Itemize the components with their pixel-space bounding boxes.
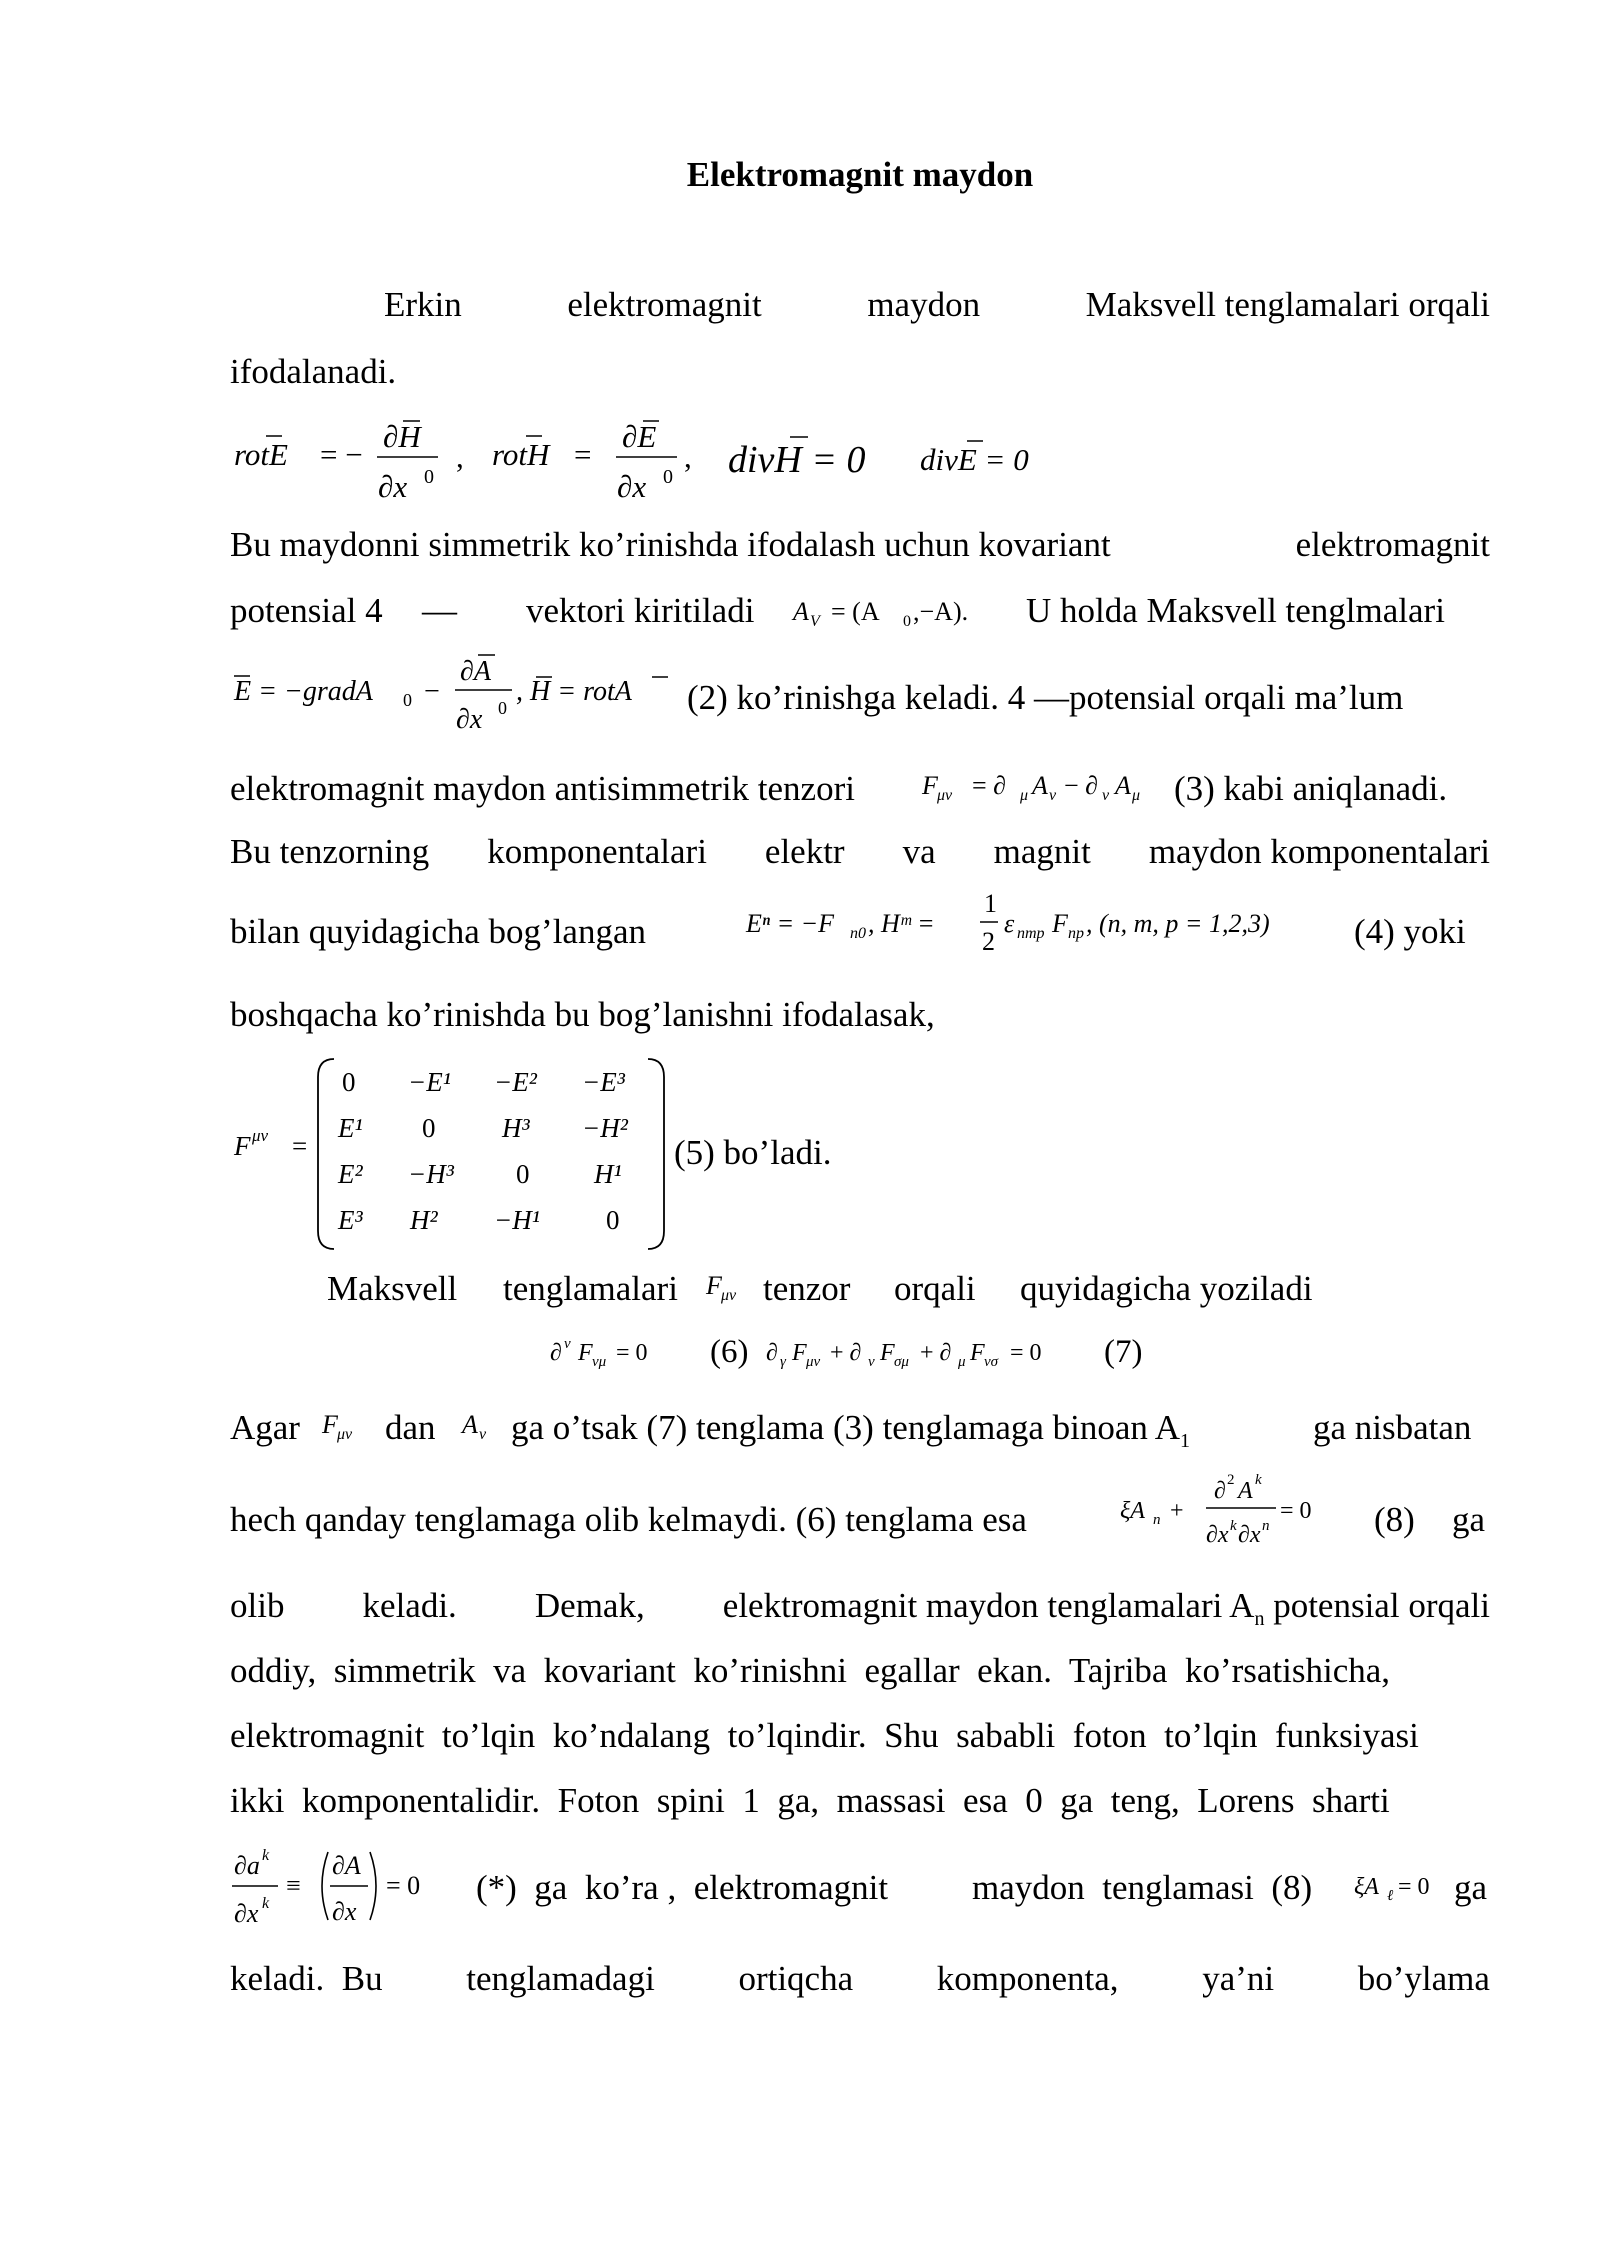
text: oddiy, simmetrik va kovariant ko’rinishni egallar ekan. Tajriba ko’rsatishicha, — [230, 1651, 1391, 1690]
svg-text:−: − — [424, 676, 440, 707]
svg-text:∂A: ∂A — [332, 1851, 361, 1880]
svg-text:μν: μν — [937, 787, 953, 804]
paragraph-5a: bilan quyidagicha bog’langan — [230, 912, 646, 951]
word: elektr — [764, 832, 845, 871]
text: ga o’tsak (7) tenglama (3) tenglamaga binoan A — [511, 1408, 1180, 1447]
maxwell-tensor-equations — [550, 1328, 1170, 1378]
svg-text:(7): (7) — [1104, 1334, 1143, 1370]
text: ikki komponentalidir. Foton spini 1 ga, massasi esa 0 ga teng, Lorens sharti — [230, 1781, 1390, 1820]
svg-text:k: k — [1255, 1472, 1262, 1488]
svg-text:μν: μν — [337, 1426, 353, 1443]
svg-text:nmp: nmp — [1017, 925, 1045, 942]
potential-symbol — [462, 1407, 502, 1447]
word: magnit — [993, 832, 1091, 871]
svg-text:−H¹: −H¹ — [494, 1205, 540, 1235]
word: orqali — [894, 1269, 976, 1308]
paragraph-2-line-2c: vektori kiritiladi — [526, 591, 755, 630]
word: maydon komponentalari — [1148, 832, 1490, 871]
matrix-row-2 — [337, 1113, 629, 1143]
potential-field-relation — [230, 650, 730, 750]
svg-text:−H³: −H³ — [408, 1159, 454, 1189]
svg-text:ν: ν — [479, 1426, 487, 1443]
four-potential-formula — [793, 590, 1033, 640]
svg-text:μ: μ — [958, 1354, 966, 1370]
word: va — [902, 832, 936, 871]
paragraph-10-line-4 — [230, 1781, 1490, 1821]
svg-text:ℓ: ℓ — [1387, 1888, 1394, 1904]
word: keladi. Bu — [230, 1959, 383, 1998]
svg-text:ξA: ξA — [1354, 1874, 1379, 1900]
paragraph-11a: (*) ga ko’ra , elektromagnit — [476, 1868, 889, 1907]
tensor-symbol — [706, 1268, 766, 1308]
svg-text:=: = — [292, 1131, 308, 1161]
svg-text:∂: ∂ — [766, 1340, 778, 1366]
svg-text:∂x: ∂x — [1238, 1522, 1261, 1548]
matrix-row-3 — [337, 1159, 622, 1189]
svg-text:np: np — [1068, 925, 1084, 942]
svg-text:E³: E³ — [338, 1205, 363, 1235]
svg-text:=: = — [574, 437, 592, 472]
svg-text:H³: H³ — [502, 1113, 530, 1143]
svg-text:1: 1 — [984, 889, 997, 918]
svg-text:−H²: −H² — [582, 1113, 628, 1143]
paragraph-3b: (3) kabi aniqlanadi. — [1174, 769, 1448, 808]
word: Demak, — [534, 1586, 645, 1625]
svg-text:rotH: rotH — [492, 437, 550, 472]
text: elektromagnit maydon tenglamalari A — [722, 1586, 1255, 1625]
svg-text:, (n, m, p = 1,2,3): , (n, m, p = 1,2,3) — [1086, 909, 1270, 938]
svg-text:n: n — [1262, 1518, 1270, 1534]
svg-text:F: F — [792, 1340, 807, 1366]
svg-text:divE = 0: divE = 0 — [920, 442, 1029, 477]
svg-text:∂x: ∂x — [456, 704, 483, 735]
svg-text:−E³: −E³ — [582, 1067, 625, 1097]
page-title: Elektromagnit maydon — [686, 155, 1034, 194]
word: Maksvell tenglamalari orqali — [1085, 285, 1490, 324]
svg-text:ν: ν — [868, 1354, 875, 1370]
maxwell-equations — [230, 415, 1130, 515]
word: ga nisbatan — [1313, 1408, 1472, 1447]
text: elektromagnit to’lqin ko’ndalang to’lqindir. Shu sababli foton to’lqin funksiyasi — [230, 1716, 1419, 1755]
lorenz-condition — [230, 1838, 460, 1938]
svg-text:+ ∂: + ∂ — [830, 1340, 862, 1366]
svg-text:∂a: ∂a — [234, 1851, 260, 1880]
svg-text:= 0: = 0 — [616, 1340, 648, 1366]
svg-text:μν: μν — [721, 1287, 737, 1304]
word: ga — [1454, 1868, 1488, 1907]
svg-text:0: 0 — [606, 1205, 620, 1235]
equation-2-text: (2) ko’rinishga keladi. 4 —potensial orqali ma’lum — [687, 678, 1404, 717]
paragraph-10-line-1 — [230, 1586, 1490, 1639]
svg-text:E²: E² — [338, 1159, 363, 1189]
svg-text:= −: = − — [320, 437, 363, 472]
svg-text:n0: n0 — [850, 925, 866, 942]
reduced-equation — [1354, 1866, 1454, 1906]
svg-text:F: F — [322, 1410, 338, 1439]
svg-text:∂x: ∂x — [234, 1899, 259, 1928]
paragraph-8-text — [511, 1408, 1190, 1461]
svg-text:, H = rotA: , H = rotA — [516, 676, 632, 707]
svg-text:μν: μν — [252, 1126, 269, 1145]
word: komponentalari — [487, 832, 707, 871]
svg-text:2: 2 — [982, 927, 995, 956]
svg-text:= ∂: = ∂ — [972, 771, 1007, 800]
svg-text:Eⁿ = −F: Eⁿ = −F — [746, 909, 835, 938]
field-components-formula — [746, 888, 1346, 968]
svg-text:H¹: H¹ — [594, 1159, 622, 1189]
word: dan — [385, 1408, 436, 1447]
svg-text:μν: μν — [806, 1354, 821, 1370]
paragraph-2-line-2d: U holda Maksvell tenglmalari — [1026, 591, 1445, 630]
word: tenglamadagi — [466, 1959, 655, 1998]
svg-text:∂H: ∂H — [383, 419, 421, 454]
svg-text:0: 0 — [403, 690, 412, 710]
svg-text:,: , — [456, 439, 464, 474]
text: elektromagnit — [1295, 525, 1490, 564]
word: Bu tenzorning — [230, 832, 430, 871]
svg-text:≡: ≡ — [286, 1871, 301, 1900]
svg-text:−E²: −E² — [494, 1067, 537, 1097]
text: potensial orqali — [1273, 1586, 1490, 1625]
matrix-row-4 — [337, 1205, 620, 1235]
word: tenzor — [763, 1269, 851, 1308]
word: keladi. — [362, 1586, 457, 1625]
svg-text:∂x: ∂x — [617, 469, 647, 504]
svg-text:V: V — [810, 613, 820, 630]
svg-text:= 0: = 0 — [386, 1871, 421, 1900]
svg-text:+: + — [1170, 1498, 1184, 1524]
matrix-row-1 — [342, 1067, 626, 1097]
svg-text:∂E: ∂E — [622, 419, 657, 454]
word: tenglamalari — [503, 1269, 678, 1308]
word: bo’ylama — [1357, 1959, 1490, 1998]
svg-text:σμ: σμ — [894, 1354, 909, 1370]
subscript: 1 — [1180, 1430, 1190, 1452]
svg-text:= (A: = (A — [831, 597, 880, 626]
paragraph-12 — [230, 1959, 1490, 1999]
svg-text:0: 0 — [422, 1113, 436, 1143]
word: ortiqcha — [738, 1959, 854, 1998]
paragraph-10-line-2 — [230, 1651, 1490, 1691]
paragraph-1-line-2: ifodalanadi. — [230, 352, 397, 391]
paragraph-10-line-3 — [230, 1716, 1490, 1756]
svg-text:ν: ν — [1049, 787, 1057, 804]
paragraph-6: boshqacha ko’rinishda bu bog’lanishni ifodalasak, — [230, 995, 935, 1034]
svg-text:∂A: ∂A — [460, 656, 491, 687]
matrix-after-text: (5) bo’ladi. — [674, 1133, 832, 1172]
svg-text:F: F — [706, 1271, 722, 1300]
svg-text:0: 0 — [424, 466, 434, 488]
em-dash: — — [422, 591, 457, 630]
wave-equation — [1120, 1468, 1312, 1558]
svg-text:∂x: ∂x — [332, 1897, 357, 1926]
svg-text:F: F — [922, 771, 938, 800]
svg-text:n: n — [1153, 1512, 1161, 1528]
svg-text:k: k — [262, 1895, 270, 1912]
paragraph-2-line-1 — [230, 525, 1490, 565]
text: Bu maydonni simmetrik ko’rinishda ifodalash uchun kovariant — [230, 525, 1111, 564]
svg-text:∂: ∂ — [1214, 1478, 1226, 1504]
svg-text:H²: H² — [410, 1205, 438, 1235]
svg-text:A: A — [1238, 1478, 1253, 1504]
svg-text:∂: ∂ — [550, 1340, 562, 1366]
word: Agar — [230, 1408, 300, 1447]
tensor-symbol — [322, 1407, 382, 1447]
svg-text:−E¹: −E¹ — [408, 1067, 451, 1097]
paragraph-1-line-1 — [384, 285, 1490, 325]
word: olib — [230, 1586, 285, 1625]
svg-text:F: F — [578, 1340, 593, 1366]
svg-text:μ: μ — [1020, 787, 1029, 804]
paragraph-5b: (4) yoki — [1354, 912, 1466, 951]
svg-text:(6): (6) — [710, 1334, 749, 1370]
paragraph-2-line-2a: potensial 4 — [230, 591, 383, 630]
svg-text:, Hᵐ =: , Hᵐ = — [868, 909, 935, 938]
svg-text:νμ: νμ — [592, 1354, 607, 1370]
svg-text:0: 0 — [516, 1159, 530, 1189]
svg-text:k: k — [1230, 1518, 1237, 1534]
svg-text:A: A — [793, 597, 809, 626]
word: ya’ni — [1202, 1959, 1275, 1998]
svg-text:∂x: ∂x — [378, 469, 408, 504]
svg-text:E¹: E¹ — [338, 1113, 363, 1143]
svg-text:2: 2 — [1227, 1472, 1235, 1488]
svg-text:ν: ν — [1102, 787, 1110, 804]
svg-text:0: 0 — [663, 466, 673, 488]
paragraph-3a: elektromagnit maydon antisimmetrik tenzori — [230, 769, 855, 808]
paragraph-4 — [230, 832, 1490, 872]
svg-text:ξA: ξA — [1120, 1498, 1145, 1524]
svg-text:− ∂: − ∂ — [1064, 771, 1099, 800]
svg-text:γ: γ — [780, 1354, 786, 1370]
word: Maksvell — [327, 1269, 458, 1308]
word: Erkin — [384, 285, 462, 324]
svg-text:F: F — [234, 1131, 251, 1161]
paragraph-9-text: hech qanday tenglamaga olib kelmaydi. (6) tenglama esa — [230, 1500, 1027, 1539]
svg-text:= 0: = 0 — [1398, 1874, 1430, 1900]
svg-text:E = −gradA: E = −gradA — [234, 676, 373, 707]
svg-text:A: A — [1115, 771, 1131, 800]
svg-text:A: A — [1032, 771, 1048, 800]
svg-text:ν: ν — [564, 1336, 571, 1352]
svg-text:+ ∂: + ∂ — [920, 1340, 952, 1366]
word: elektromagnit — [567, 285, 762, 324]
svg-text:ε: ε — [1004, 909, 1015, 938]
svg-text:F: F — [1052, 909, 1068, 938]
svg-text:∂x: ∂x — [1206, 1522, 1229, 1548]
svg-text:A: A — [462, 1410, 478, 1439]
word: quyidagicha yoziladi — [1020, 1269, 1313, 1308]
svg-text:k: k — [262, 1847, 270, 1864]
field-tensor-formula — [922, 764, 1192, 814]
paragraph-11b: maydon tenglamasi (8) — [972, 1868, 1313, 1907]
svg-text:= 0: = 0 — [1280, 1498, 1312, 1524]
word: ga — [1452, 1500, 1486, 1539]
svg-text:,: , — [684, 439, 692, 474]
svg-text:divH = 0: divH = 0 — [728, 439, 866, 481]
word: komponenta, — [936, 1959, 1119, 1998]
svg-text:rotE: rotE — [234, 437, 288, 472]
svg-text:= 0: = 0 — [1010, 1340, 1042, 1366]
text — [723, 1586, 1490, 1639]
svg-text:F: F — [970, 1340, 985, 1366]
svg-text:0: 0 — [342, 1067, 356, 1097]
word: maydon — [867, 285, 981, 324]
subscript: n — [1254, 1608, 1265, 1630]
equation-number: (8) — [1374, 1500, 1415, 1539]
svg-text:μ: μ — [1132, 787, 1141, 804]
svg-text:0: 0 — [903, 613, 911, 630]
svg-text:F: F — [880, 1340, 895, 1366]
svg-text:,−A).: ,−A). — [913, 597, 969, 626]
svg-text:νσ: νσ — [984, 1354, 999, 1370]
svg-text:0: 0 — [498, 698, 507, 718]
